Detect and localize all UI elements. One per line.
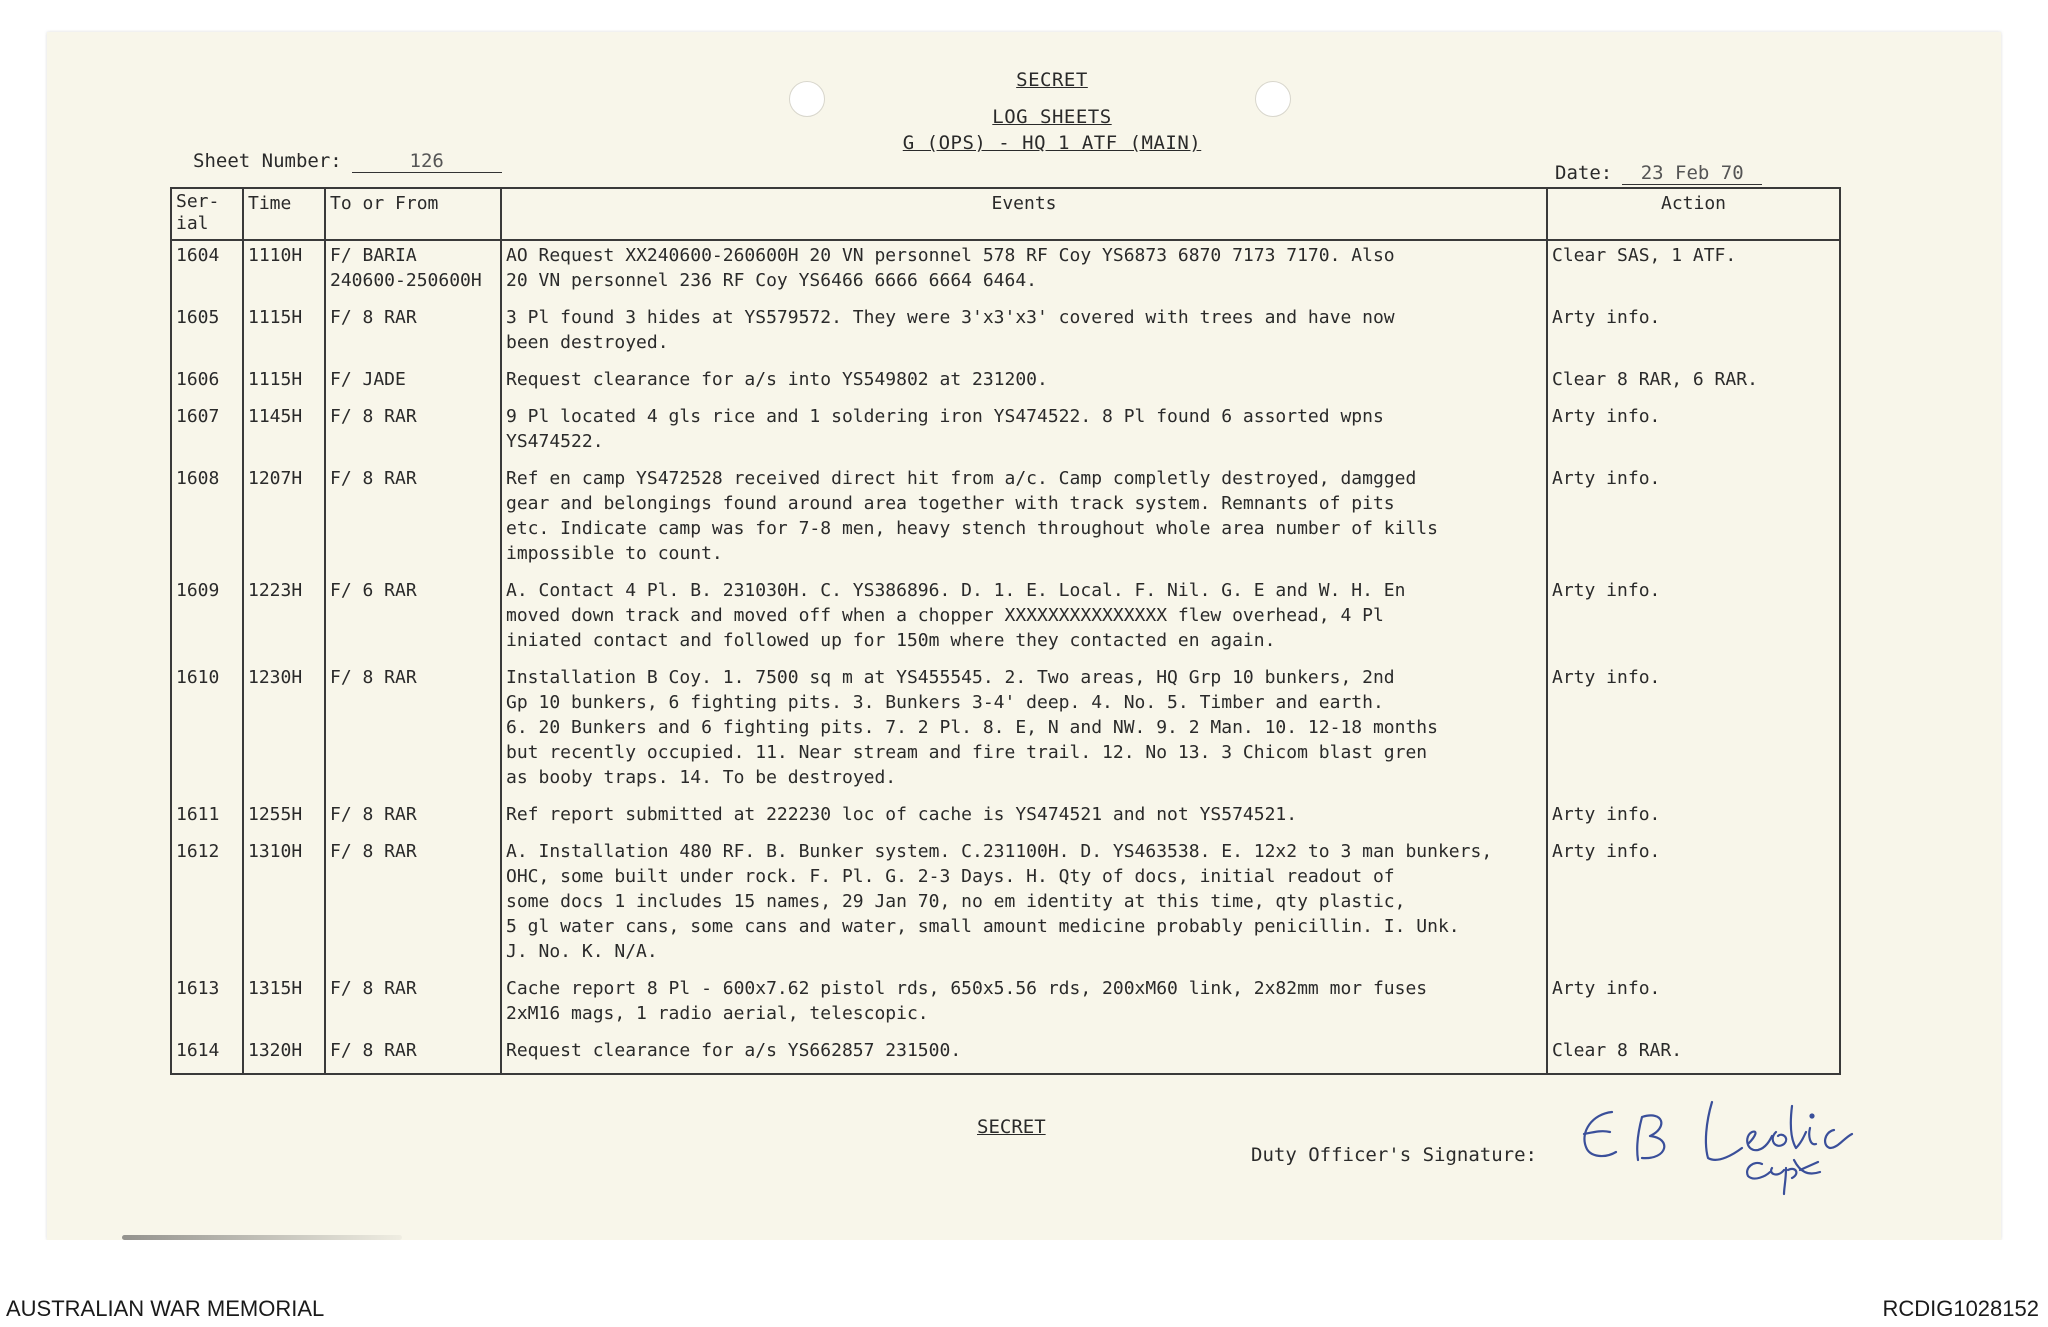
entry-time: 1110H [243,240,325,303]
entry-serial: 1614 [171,1036,243,1074]
entry-time: 1230H [243,663,325,800]
entry-serial: 1611 [171,800,243,837]
entry-serial: 1610 [171,663,243,800]
entry-time: 1315H [243,974,325,1036]
column-header-time: Time [243,188,325,240]
entry-to-from: F/ 8 RAR [325,464,501,576]
entry-action: Arty info. [1547,303,1840,365]
column-header-to-from: To or From [325,188,501,240]
log-entry-row [171,365,1840,402]
table-header-row [171,188,1840,240]
log-table-body [171,240,1840,1074]
entry-to-from: F/ 8 RAR [325,402,501,464]
record-id: RCDIG1028152 [1882,1296,2039,1321]
log-entry-row [171,464,1840,576]
log-entry-row [171,837,1840,974]
entry-events: Request clearance for a/s YS662857 231500. [501,1036,1547,1074]
entry-serial: 1607 [171,402,243,464]
entry-to-from: F/ 8 RAR [325,303,501,365]
entry-action: Clear 8 RAR. [1547,1036,1840,1074]
entry-time: 1145H [243,402,325,464]
unit-title: G (OPS) - HQ 1 ATF (MAIN) [902,132,1202,154]
document-title: LOG SHEETS [992,106,1112,128]
log-entry-row [171,240,1840,303]
entry-time: 1320H [243,1036,325,1074]
entry-events: Cache report 8 Pl - 600x7.62 pistol rds, 650x5.56 rds, 200xM60 link, 2x82mm mor fuses 2xM16 mags, 1 radio aerial, telescopic. [501,974,1547,1036]
column-header-events: Events [501,188,1547,240]
signature-label: Duty Officer's Signature: [1251,1144,1537,1166]
column-header-serial: Ser- ial [171,188,243,240]
entry-to-from: F/ 6 RAR [325,576,501,663]
entry-time: 1255H [243,800,325,837]
entry-events: Request clearance for a/s into YS549802 at 231200. [501,365,1547,402]
entry-serial: 1608 [171,464,243,576]
log-entry-row [171,402,1840,464]
entry-time: 1115H [243,365,325,402]
entry-events: 9 Pl located 4 gls rice and 1 soldering iron YS474522. 8 Pl found 6 assorted wpns YS474522. [501,402,1547,464]
entry-to-from: F/ 8 RAR [325,974,501,1036]
column-header-action: Action [1547,188,1840,240]
date-label: Date: [1555,162,1613,184]
entry-action: Arty info. [1547,663,1840,800]
entry-action: Arty info. [1547,800,1840,837]
punch-hole [1255,81,1291,117]
log-sheet-page [47,32,2001,1240]
entry-action: Arty info. [1547,837,1840,974]
entry-serial: 1612 [171,837,243,974]
entry-to-from: F/ 8 RAR [325,837,501,974]
punch-hole [789,81,825,117]
entry-serial: 1605 [171,303,243,365]
date-value: 23 Feb 70 [1622,162,1762,185]
entry-serial: 1606 [171,365,243,402]
entry-events: A. Installation 480 RF. B. Bunker system. C.231100H. D. YS463538. E. 12x2 to 3 man bunkers, OHC, some built under rock. F. Pl. G. 2-3 Days. H. Qty of docs, initial readout of some docs 1 includes 15 names, 29 Jan 70, no em identity at this time, qty plastic, 5 gl water cans, some cans and water, small amount medicine probably penicillin. I. Unk. J. No. K. N/A. [501,837,1547,974]
classification-footer: SECRET [977,1116,1046,1138]
institution-label: AUSTRALIAN WAR MEMORIAL [6,1296,325,1321]
entry-time: 1310H [243,837,325,974]
sheet-number-value: 126 [352,150,502,173]
entry-to-from: F/ 8 RAR [325,800,501,837]
entry-events: 3 Pl found 3 hides at YS579572. They were 3'x3'x3' covered with trees and have now been destroyed. [501,303,1547,365]
entry-events: Ref en camp YS472528 received direct hit from a/c. Camp completly destroyed, damgged gear and belongings found around area together with track system. Remnants of pits etc. Indicate camp was for 7-8 men, heavy stench throughout whole area number of kills impossible to count. [501,464,1547,576]
entry-action: Clear SAS, 1 ATF. [1547,240,1840,303]
entry-action: Arty info. [1547,464,1840,576]
duty-officer-signature [1572,1092,1902,1202]
entry-events: A. Contact 4 Pl. B. 231030H. C. YS386896. D. 1. E. Local. F. Nil. G. E and W. H. En moved down track and moved off when a chopper XXXXXXXXXXXXXXX flew overhead, 4 Pl iniated contact and followed up for 150m where they contacted en again. [501,576,1547,663]
entry-to-from: F/ BARIA 240600-250600H [325,240,501,303]
entry-serial: 1604 [171,240,243,303]
entry-action: Arty info. [1547,402,1840,464]
log-table [170,187,1841,1075]
entry-time: 1223H [243,576,325,663]
entry-time: 1207H [243,464,325,576]
entry-to-from: F/ JADE [325,365,501,402]
entry-action: Arty info. [1547,974,1840,1036]
entry-action: Clear 8 RAR, 6 RAR. [1547,365,1840,402]
log-entry-row [171,1036,1840,1074]
log-entry-row [171,800,1840,837]
entry-to-from: F/ 8 RAR [325,1036,501,1074]
entry-events: AO Request XX240600-260600H 20 VN personnel 578 RF Coy YS6873 6870 7173 7170. Also 20 VN personnel 236 RF Coy YS6466 6666 6664 6464. [501,240,1547,303]
log-entry-row [171,576,1840,663]
entry-events: Ref report submitted at 222230 loc of cache is YS474521 and not YS574521. [501,800,1547,837]
entry-events: Installation B Coy. 1. 7500 sq m at YS455545. 2. Two areas, HQ Grp 10 bunkers, 2nd Gp 10 bunkers, 6 fighting pits. 3. Bunkers 3-4' deep. 4. No. 5. Timber and earth. 6. 20 Bunkers and 6 fighting pits. 7. 2 Pl. 8. E, N and NW. 9. 2 Man. 10. 12-18 months but recently occupied. 11. Near stream and fire trail. 12. No 13. 3 Chicom blast gren as booby traps. 14. To be destroyed. [501,663,1547,800]
log-entry-row [171,974,1840,1036]
entry-time: 1115H [243,303,325,365]
sheet-date [1555,162,1762,185]
sheet-number [193,150,502,173]
classification-header: SECRET [1016,69,1088,91]
log-entry-row [171,303,1840,365]
sheet-number-label: Sheet Number: [193,150,342,172]
entry-action: Arty info. [1547,576,1840,663]
entry-serial: 1613 [171,974,243,1036]
entry-serial: 1609 [171,576,243,663]
log-entry-row [171,663,1840,800]
entry-to-from: F/ 8 RAR [325,663,501,800]
